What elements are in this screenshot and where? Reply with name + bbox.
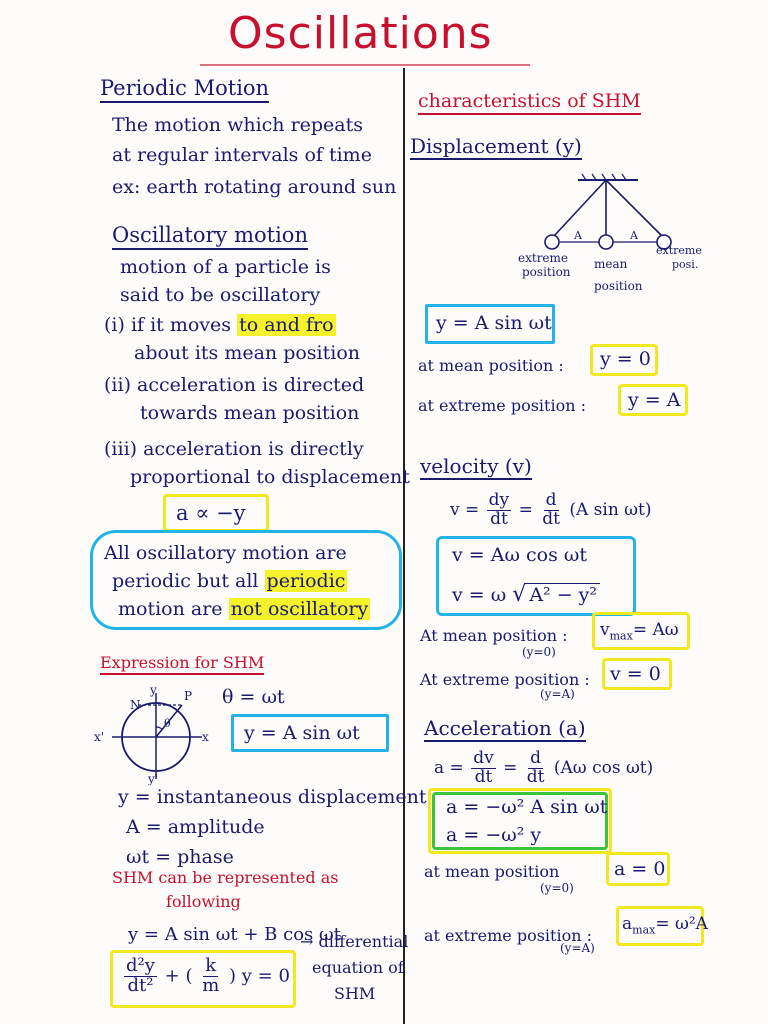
mean-label-1: mean bbox=[594, 257, 628, 271]
extreme-right-label-2: posi. bbox=[672, 258, 699, 271]
amean-value: a = 0 bbox=[614, 858, 666, 880]
label-theta: θ bbox=[164, 717, 171, 730]
arrow-note-line2: equation of bbox=[312, 958, 404, 977]
note-line2-highlight: periodic bbox=[266, 570, 346, 592]
acceleration-derivation bbox=[434, 750, 653, 787]
dv-numerator: dv bbox=[473, 748, 494, 768]
dy-numerator: dy bbox=[488, 490, 510, 510]
extreme-left-label-1: extreme bbox=[518, 251, 569, 265]
label-x: x bbox=[202, 730, 209, 744]
acc-argument: (Aω cos ωt) bbox=[553, 757, 654, 778]
condition-3: (iii) acceleration is directly bbox=[104, 438, 364, 460]
acc-d-dt-fraction bbox=[525, 750, 547, 787]
aext-label: at extreme position : bbox=[424, 926, 592, 945]
label-y-prime: y' bbox=[148, 772, 159, 785]
characteristics-heading: characteristics of SHM bbox=[418, 92, 641, 115]
vmean-condition: (y=0) bbox=[522, 645, 556, 659]
periodic-definition-line2: at regular intervals of time bbox=[112, 144, 372, 166]
amax-subscript: max bbox=[632, 923, 656, 937]
vext-value: v = 0 bbox=[610, 663, 661, 685]
theta-equation: θ = ωt bbox=[222, 686, 285, 708]
acc-dt-denominator: dt bbox=[474, 766, 493, 787]
acc-lhs: a = bbox=[434, 757, 464, 778]
vext-label: At extreme position : bbox=[420, 670, 590, 689]
dt2-denominator: dt² bbox=[127, 974, 154, 996]
oscillatory-definition-line1: motion of a particle is bbox=[120, 256, 331, 278]
diff-plus: + ( bbox=[164, 965, 193, 987]
condition-1-text: (i) if it moves bbox=[104, 314, 232, 336]
shm-equation: y = A sin ωt bbox=[244, 722, 360, 744]
extreme-position-label: at extreme position : bbox=[418, 396, 586, 415]
vmax-v: v bbox=[600, 620, 610, 640]
note-line1: All oscillatory motion are bbox=[104, 542, 347, 564]
extreme-position-value: y = A bbox=[628, 389, 681, 411]
k-numerator: k bbox=[205, 955, 217, 976]
title-underline bbox=[200, 64, 530, 66]
acceleration-equation-2: a = −ω² y bbox=[446, 824, 542, 846]
arrow-note-line3: SHM bbox=[334, 984, 376, 1003]
velocity-equation-1: v = Aω cos ωt bbox=[452, 544, 587, 566]
acceleration-heading: Acceleration (a) bbox=[424, 716, 586, 740]
note-line3-text: motion are bbox=[118, 598, 223, 620]
velocity-equation-2 bbox=[452, 584, 600, 606]
bob-left bbox=[545, 235, 559, 249]
periodic-definition-line1: The motion which repeats bbox=[112, 114, 364, 136]
velocity-eq2-lhs: v = ω bbox=[452, 584, 507, 606]
amean-label: at mean position bbox=[424, 862, 560, 881]
d-numerator: d bbox=[545, 490, 557, 510]
velocity-lhs: v = bbox=[450, 499, 480, 520]
mean-position-value: y = 0 bbox=[600, 348, 651, 370]
note-line2 bbox=[112, 572, 347, 591]
oscillatory-definition-line2: said to be oscillatory bbox=[120, 284, 321, 306]
periodic-motion-heading: Periodic Motion bbox=[100, 78, 269, 103]
amax-value bbox=[622, 916, 708, 935]
acc-equals: = bbox=[503, 757, 518, 778]
proportionality-formula: a ∝ −y bbox=[176, 501, 246, 525]
vmean-label: At mean position : bbox=[420, 626, 568, 645]
definition-y: y = instantaneous displacement bbox=[118, 786, 427, 808]
amplitude-label-right: A bbox=[630, 229, 638, 242]
dt-denominator-2: dt bbox=[542, 508, 560, 529]
definition-phase: ωt = phase bbox=[126, 846, 234, 868]
displacement-equation: y = A sin ωt bbox=[436, 312, 552, 334]
sqrt-argument: A² − y² bbox=[526, 583, 600, 606]
theta-arc bbox=[156, 727, 162, 729]
aext-condition: (y=A) bbox=[560, 941, 595, 955]
page-title: Oscillations bbox=[228, 8, 493, 59]
acceleration-equation-1: a = −ω² A sin ωt bbox=[446, 796, 608, 818]
extreme-left-label-2: position bbox=[522, 265, 571, 279]
string-left bbox=[554, 180, 606, 236]
vext-condition: (y=A) bbox=[540, 687, 575, 701]
label-x-prime: x' bbox=[94, 730, 105, 744]
amax-expression: = ω²A bbox=[655, 914, 708, 934]
mean-label-2: position bbox=[594, 279, 643, 293]
dy-dt-fraction bbox=[487, 492, 512, 529]
mean-position-label: at mean position : bbox=[418, 356, 564, 375]
note-line3-highlight: not oscillatory bbox=[230, 598, 369, 620]
velocity-heading: velocity (v) bbox=[420, 454, 532, 478]
note-line2-text: periodic but all bbox=[112, 570, 259, 592]
note-line3 bbox=[118, 600, 370, 619]
oscillatory-motion-heading: Oscillatory motion bbox=[112, 225, 308, 250]
bob-mean bbox=[599, 235, 613, 249]
condition-1-highlight: to and fro bbox=[239, 314, 334, 336]
dt-denominator: dt bbox=[490, 508, 508, 529]
label-y: y bbox=[150, 685, 157, 697]
sqrt-icon: √ bbox=[512, 582, 527, 607]
vmax-subscript: max bbox=[609, 629, 633, 643]
velocity-argument: (A sin ωt) bbox=[569, 499, 652, 520]
string-right bbox=[606, 180, 662, 236]
vmax-value bbox=[600, 622, 679, 641]
condition-2-line2: towards mean position bbox=[140, 402, 360, 424]
column-divider bbox=[403, 68, 405, 1024]
definition-amplitude: A = amplitude bbox=[126, 816, 265, 838]
d2y-numerator: d²y bbox=[126, 955, 155, 976]
vmax-expression: = Aω bbox=[632, 620, 679, 640]
condition-1 bbox=[104, 316, 336, 335]
condition-2: (ii) acceleration is directed bbox=[104, 374, 365, 396]
acc-dt-denominator-2: dt bbox=[526, 766, 545, 787]
acc-d-numerator: d bbox=[530, 748, 542, 768]
amplitude-label-left: A bbox=[574, 229, 582, 242]
periodic-example: ex: earth rotating around sun bbox=[112, 176, 397, 198]
arrow-note-line1: → differential bbox=[300, 932, 409, 951]
displacement-heading: Displacement (y) bbox=[410, 134, 582, 158]
differential-equation bbox=[122, 957, 290, 996]
amax-a: a bbox=[622, 914, 633, 934]
general-equation: y = A sin ωt + B cos ωt bbox=[128, 924, 341, 945]
condition-1-line2: about its mean position bbox=[134, 342, 361, 364]
m-denominator: m bbox=[202, 974, 220, 996]
pendulum-diagram bbox=[510, 170, 720, 300]
d-dt-fraction bbox=[540, 492, 562, 529]
representation-line1: SHM can be represented as bbox=[112, 868, 339, 887]
reference-circle-diagram bbox=[90, 685, 220, 785]
amean-condition: (y=0) bbox=[540, 881, 574, 895]
velocity-equals: = bbox=[518, 499, 533, 520]
representation-line2: following bbox=[166, 892, 241, 911]
label-n: N bbox=[130, 698, 141, 712]
label-p: P bbox=[184, 689, 193, 703]
expression-heading: Expression for SHM bbox=[100, 655, 264, 675]
condition-3-line2: proportional to displacement bbox=[130, 466, 410, 488]
d2y-dt2-fraction bbox=[124, 957, 157, 996]
diff-rest: ) y = 0 bbox=[229, 965, 290, 987]
extreme-right-label-1: extreme bbox=[656, 244, 702, 257]
velocity-derivation bbox=[450, 492, 652, 529]
k-over-m-fraction bbox=[200, 957, 221, 996]
dv-dt-fraction bbox=[471, 750, 496, 787]
